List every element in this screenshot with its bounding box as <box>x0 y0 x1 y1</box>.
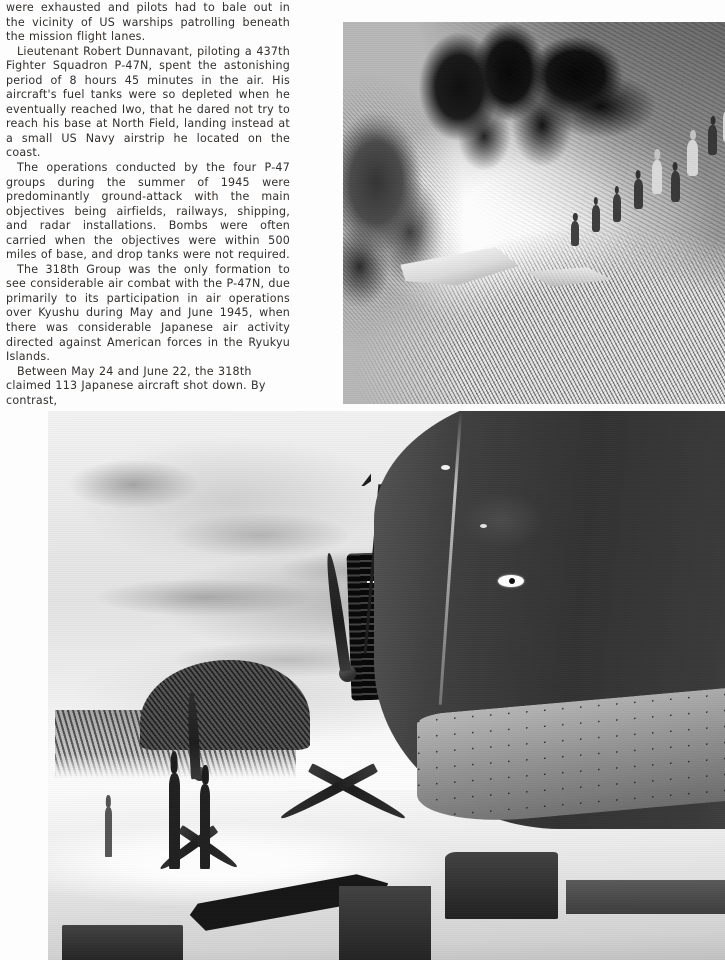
paragraph-3: The operations conducted by the four P-47 groups during the summer of 1945 were predominantly ground-attack with the main objectives being airfields, railways, shipping, and radar installations. Bombs were often carried when the objectives were within 500 miles of base, and drop tanks were not required. <box>6 161 290 262</box>
photo-fuselage-marking <box>441 465 450 470</box>
paragraph-1: were exhausted and pilots had to bale out in the vicinity of US warships patrolling beneath the mission flight lanes. <box>6 1 290 44</box>
photo-equipment-crate <box>62 925 183 960</box>
photo-equipment-crate <box>445 852 558 920</box>
body-text-column <box>6 1 290 407</box>
photo-figure <box>571 221 579 246</box>
photo-equipment-crate <box>339 886 431 960</box>
photo-foreground-scrub <box>343 22 725 404</box>
photo-figure <box>613 194 621 222</box>
paragraph-2: Lieutenant Robert Dunnavant, piloting a 437th Fighter Squadron P-47N, spent the astonishing period of 8 hours 45 minutes in the air. His aircraft's fuel tanks were so depleted when he eventually reached Iwo, that he dared not try to reach his base at North Field, landing instead at a small US Navy airstrip he located on the coast. <box>6 44 290 160</box>
photo-figure <box>652 160 662 194</box>
paragraph-5: Between May 24 and June 22, the 318th claimed 113 Japanese aircraft shot down. By contrast, <box>6 364 266 407</box>
photo-figure <box>592 205 600 232</box>
photo-ground-crew-figure <box>105 807 112 858</box>
photo-figure <box>687 140 698 176</box>
airstrip-thunderbolts-photograph <box>48 411 725 960</box>
paragraph-4: The 318th Group was the only formation to see considerable air combat with the P-47N, due primarily to its participation in air operations over Kyushu during May and June 1945, when there was considerable Japanese air activity directed against American forces in the Ryukyu Islands. <box>6 262 290 364</box>
photo-equipment-bar <box>566 880 725 914</box>
crash-site-photograph <box>343 22 725 404</box>
photo-ground-crew-figure <box>200 784 210 869</box>
photo-figure <box>708 125 717 155</box>
photo-ground-crew-figure <box>169 773 180 869</box>
photo-fuselage-access-panel <box>498 575 524 587</box>
photo-figure <box>671 171 680 202</box>
photo-figure <box>634 179 643 209</box>
